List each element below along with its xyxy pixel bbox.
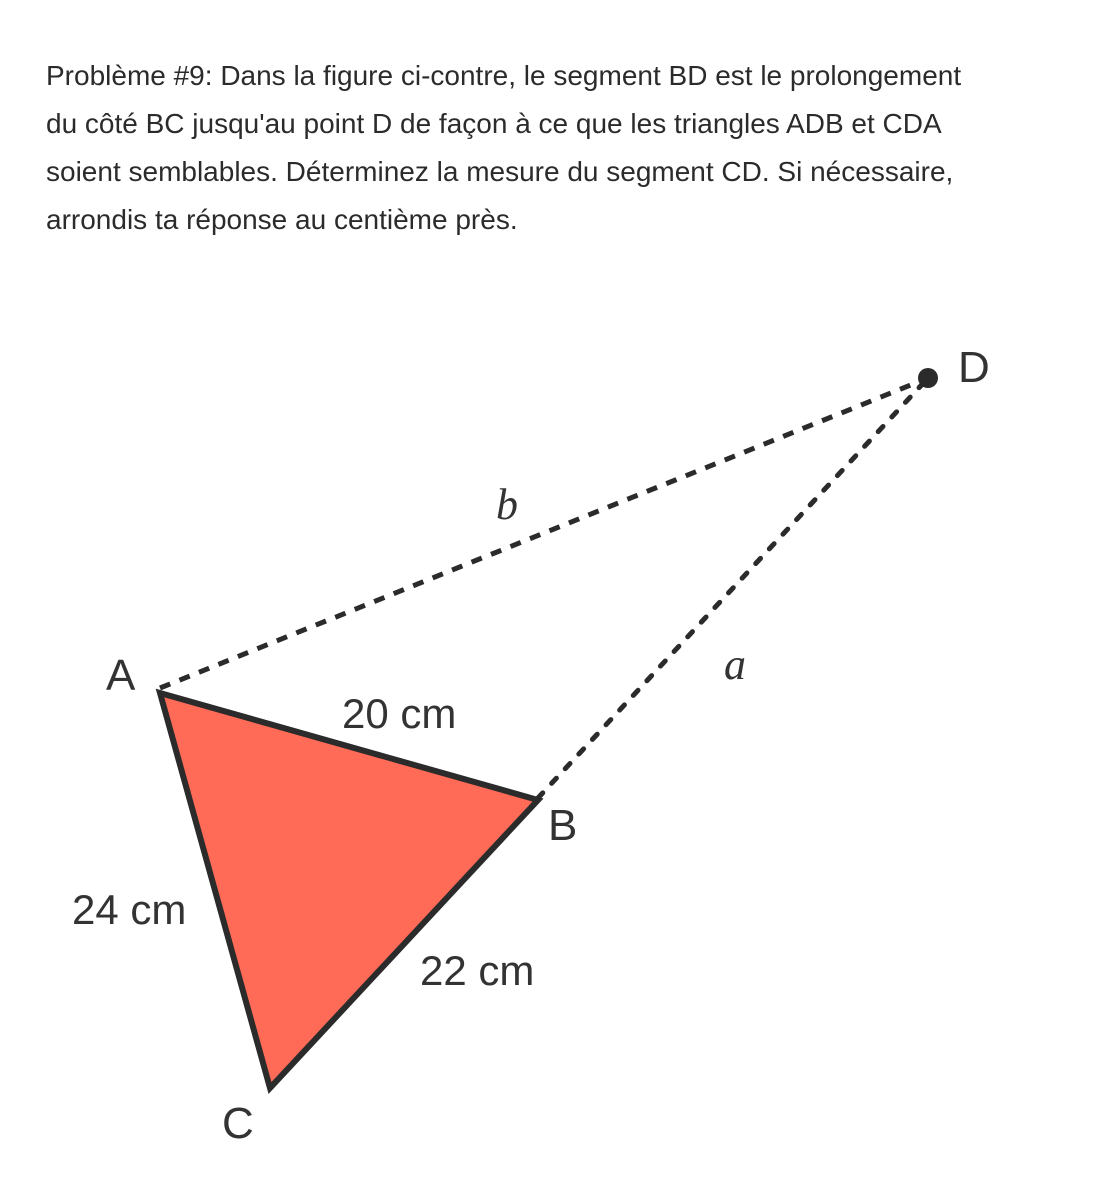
point-label-b: B: [548, 801, 578, 850]
problem-line-4: arrondis ta réponse au centième près.: [46, 204, 518, 235]
side-label-ac: 24 cm: [72, 886, 187, 933]
triangle-abc: [160, 693, 538, 1088]
point-label-d: D: [958, 343, 990, 392]
side-label-ab: 20 cm: [342, 690, 457, 737]
segment-bd: [538, 378, 928, 798]
point-d-dot: [918, 368, 938, 388]
segment-ad: [160, 378, 928, 688]
side-label-bc: 22 cm: [420, 947, 535, 994]
point-label-c: C: [222, 1099, 254, 1148]
problem-line-1: Problème #9: Dans la figure ci-contre, le segment BD est le prolongement: [46, 60, 962, 91]
unknown-label-bd: a: [724, 640, 746, 689]
problem-line-3: soient semblables. Déterminez la mesure du segment CD. Si nécessaire,: [46, 156, 954, 187]
unknown-label-ad: b: [496, 480, 518, 529]
problem-line-2: du côté BC jusqu'au point D de façon à ce que les triangles ADB et CDA: [46, 108, 942, 139]
point-label-a: A: [106, 651, 136, 700]
